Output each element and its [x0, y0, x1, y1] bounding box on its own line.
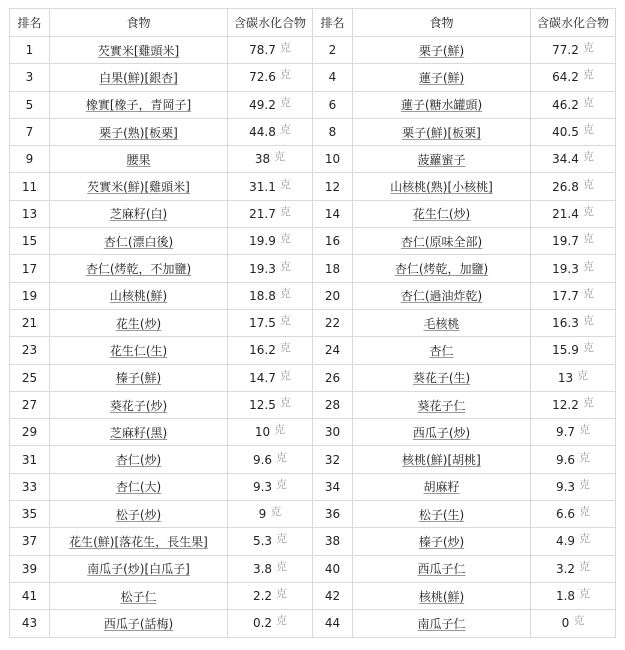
rank-cell: 5	[10, 91, 50, 118]
food-cell	[50, 146, 228, 173]
carb-cell	[531, 501, 616, 528]
carb-unit: 克	[582, 314, 594, 328]
rank-cell: 36	[313, 501, 353, 528]
carb-cell	[228, 501, 313, 528]
rank-cell: 10	[313, 146, 353, 173]
carb-cell	[531, 419, 616, 446]
food-link[interactable]: 花生(炒)	[115, 316, 162, 331]
header-food: 食物	[353, 9, 531, 37]
food-link[interactable]: 松子(生)	[418, 507, 465, 522]
carb-unit: 克	[582, 341, 594, 355]
rank-cell: 44	[313, 610, 353, 637]
carb-unit: 克	[582, 396, 594, 409]
rank-cell: 8	[313, 118, 353, 145]
food-cell	[353, 146, 531, 173]
rank-cell: 27	[10, 391, 50, 418]
carb-cell	[531, 528, 616, 555]
rank-cell: 38	[313, 528, 353, 555]
carb-cell	[531, 473, 616, 500]
carb-value: 49.2	[249, 97, 276, 112]
table-row	[10, 228, 616, 255]
rank-cell: 25	[10, 364, 50, 391]
rank-cell: 19	[10, 282, 50, 309]
food-cell	[50, 282, 228, 309]
food-link[interactable]: 栗子(鮮)	[418, 43, 465, 58]
rank-cell: 2	[313, 37, 353, 64]
carb-cell	[531, 37, 616, 64]
food-link[interactable]: 山核桃(熟)[小核桃]	[390, 180, 493, 195]
carb-value: 16.3	[552, 316, 579, 331]
rank-cell: 7	[10, 118, 50, 145]
carb-unit: 克	[582, 204, 594, 218]
food-cell	[50, 228, 228, 255]
food-link[interactable]: 花生仁(生)	[109, 343, 168, 358]
carb-unit: 克	[582, 150, 594, 164]
food-link[interactable]: 西瓜子(炒)	[412, 425, 471, 440]
carb-cell	[531, 228, 616, 255]
food-cell	[353, 91, 531, 118]
carb-cell	[531, 364, 616, 391]
food-cell	[353, 228, 531, 255]
food-cell	[50, 555, 228, 582]
food-cell	[50, 173, 228, 200]
carb-value: 12.2	[552, 398, 579, 412]
carb-value: 6.6	[555, 507, 576, 522]
rank-cell: 1	[10, 37, 50, 64]
carb-value: 17.7	[552, 288, 579, 303]
food-link[interactable]: 核桃(鮮)	[418, 589, 465, 604]
food-cell	[50, 610, 228, 637]
carb-value: 19.9	[249, 234, 276, 249]
rank-cell: 33	[10, 473, 50, 500]
carb-unit: 克	[582, 41, 594, 55]
food-link[interactable]: 西瓜子(話梅)	[103, 616, 174, 631]
carb-value: 5.3	[252, 534, 273, 549]
carb-unit: 克	[579, 423, 591, 437]
carb-unit: 克	[274, 423, 286, 437]
carb-unit: 克	[274, 150, 286, 164]
food-cell	[353, 446, 531, 473]
food-link[interactable]: 杏仁	[429, 343, 454, 358]
food-link[interactable]: 榛子(炒)	[418, 534, 465, 549]
carb-value: 46.2	[552, 97, 579, 112]
table-row	[10, 146, 616, 173]
carb-unit: 克	[276, 614, 288, 628]
carb-value: 3.2	[555, 561, 576, 576]
carb-unit: 克	[577, 368, 589, 382]
food-cell	[353, 37, 531, 64]
table-row	[10, 528, 616, 555]
food-link[interactable]: 腰果	[126, 152, 151, 167]
carb-value: 0.2	[252, 616, 273, 631]
carb-cell	[228, 610, 313, 637]
carb-cell	[531, 118, 616, 145]
carb-unit: 克	[279, 314, 291, 328]
carb-value: 12.5	[249, 398, 276, 412]
carb-value: 9.7	[555, 425, 576, 440]
carb-value: 9.3	[252, 479, 273, 494]
food-cell	[50, 64, 228, 91]
carb-value: 1.8	[555, 589, 576, 604]
rank-cell: 26	[313, 364, 353, 391]
carb-cell	[531, 200, 616, 227]
table-row	[10, 91, 616, 118]
carb-cell	[531, 391, 616, 418]
carb-cell	[531, 64, 616, 91]
carb-value: 77.2	[552, 43, 579, 58]
carb-cell	[228, 91, 313, 118]
carb-cell	[531, 337, 616, 364]
carb-unit: 克	[276, 450, 288, 464]
carb-cell	[228, 446, 313, 473]
carb-value: 40.5	[552, 125, 579, 140]
table-row	[10, 446, 616, 473]
carb-unit: 克	[582, 177, 594, 191]
carb-unit: 克	[279, 368, 291, 382]
carb-cell	[228, 64, 313, 91]
food-cell	[353, 391, 531, 418]
rank-cell: 29	[10, 419, 50, 446]
header-row	[10, 9, 616, 37]
carb-value: 9	[258, 507, 267, 522]
carb-cell	[531, 146, 616, 173]
table-row	[10, 555, 616, 582]
table-row	[10, 419, 616, 446]
carb-cell	[228, 282, 313, 309]
carb-value: 10	[254, 425, 271, 440]
rank-cell: 21	[10, 309, 50, 336]
food-link[interactable]: 白果(鮮)[銀杏]	[99, 70, 178, 85]
carb-value: 21.7	[249, 206, 276, 221]
food-cell	[50, 419, 228, 446]
carb-cell	[228, 528, 313, 555]
carb-unit: 克	[279, 396, 291, 409]
carb-cell	[228, 173, 313, 200]
food-cell	[353, 309, 531, 336]
carb-unit: 克	[582, 95, 594, 109]
carb-value: 14.7	[249, 370, 276, 385]
food-link[interactable]: 杏仁(原味全部)	[400, 234, 483, 249]
carb-value: 2.2	[252, 589, 273, 604]
food-link[interactable]: 松子(炒)	[115, 507, 162, 522]
carb-cell	[531, 582, 616, 609]
food-cell	[353, 118, 531, 145]
food-cell	[50, 582, 228, 609]
rank-cell: 12	[313, 173, 353, 200]
carb-cell	[228, 337, 313, 364]
food-cell	[353, 582, 531, 609]
food-link[interactable]: 橡實[橡子，青岡子]	[85, 98, 192, 113]
rank-cell: 41	[10, 582, 50, 609]
carb-cell	[228, 118, 313, 145]
table-row	[10, 391, 616, 418]
food-cell	[50, 309, 228, 336]
food-cell	[353, 173, 531, 200]
rank-cell: 20	[313, 282, 353, 309]
carb-value: 4.9	[555, 534, 576, 549]
carb-value: 19.7	[552, 234, 579, 249]
carb-unit: 克	[279, 177, 291, 191]
carb-value: 26.8	[552, 179, 579, 194]
food-cell	[353, 255, 531, 282]
rank-cell: 32	[313, 446, 353, 473]
food-link[interactable]: 芝麻籽(黑)	[109, 425, 168, 440]
food-link[interactable]: 核桃(鮮)[胡桃]	[402, 453, 481, 468]
carb-cell	[531, 255, 616, 282]
food-link[interactable]: 花生(鮮)[落花生，長生果]	[69, 534, 208, 549]
rank-cell: 31	[10, 446, 50, 473]
rank-cell: 17	[10, 255, 50, 282]
food-cell	[50, 255, 228, 282]
carb-unit: 克	[579, 450, 591, 464]
carb-unit: 克	[279, 68, 291, 82]
carb-unit: 克	[579, 587, 591, 601]
food-cell	[50, 473, 228, 500]
header-carb: 含碳水化合物	[531, 9, 616, 37]
rank-cell: 37	[10, 528, 50, 555]
table-row	[10, 364, 616, 391]
food-link[interactable]: 葵花子(炒)	[109, 398, 168, 413]
rank-cell: 16	[313, 228, 353, 255]
food-link[interactable]: 芝麻籽(白)	[109, 207, 168, 222]
food-cell	[353, 501, 531, 528]
food-cell	[353, 64, 531, 91]
food-cell	[50, 501, 228, 528]
food-link[interactable]: 芡實米(鮮)[雞頭米]	[87, 180, 190, 195]
carb-value: 31.1	[249, 179, 276, 194]
food-cell	[50, 118, 228, 145]
food-link[interactable]: 杏仁(炒)	[115, 453, 162, 468]
table-row	[10, 64, 616, 91]
carb-value: 0	[561, 616, 570, 631]
rank-cell: 30	[313, 419, 353, 446]
carb-unit: 克	[279, 95, 291, 109]
food-link[interactable]: 花生仁(炒)	[412, 207, 471, 222]
carb-value: 13	[557, 370, 574, 385]
food-cell	[50, 528, 228, 555]
carb-cell	[228, 228, 313, 255]
rank-cell: 9	[10, 146, 50, 173]
table-row	[10, 173, 616, 200]
rank-cell: 28	[313, 391, 353, 418]
carb-unit: 克	[270, 505, 282, 519]
carb-value: 9.6	[555, 452, 576, 467]
carb-unit: 克	[573, 614, 585, 628]
rank-cell: 24	[313, 337, 353, 364]
header-rank: 排名	[313, 9, 353, 37]
carb-unit: 克	[279, 341, 291, 355]
carb-unit: 克	[279, 123, 291, 137]
food-link[interactable]: 葵花子仁	[417, 398, 466, 413]
food-link[interactable]: 西瓜子仁	[417, 562, 466, 577]
header-carb: 含碳水化合物	[228, 9, 313, 37]
carb-unit: 克	[579, 505, 591, 519]
carb-unit: 克	[276, 477, 288, 491]
food-cell	[50, 337, 228, 364]
food-cell	[50, 446, 228, 473]
carb-value: 3.8	[252, 561, 273, 576]
carb-value: 19.3	[552, 261, 579, 276]
carb-value: 17.5	[249, 316, 276, 331]
table-row	[10, 255, 616, 282]
carb-unit: 克	[279, 232, 291, 246]
carb-unit: 克	[276, 532, 288, 546]
food-cell	[353, 610, 531, 637]
food-cell	[50, 37, 228, 64]
carb-cell	[531, 173, 616, 200]
food-link[interactable]: 葵花子(生)	[412, 371, 471, 386]
table-row	[10, 309, 616, 336]
carb-unit: 克	[276, 587, 288, 601]
food-link[interactable]: 杏仁(過油炸乾)	[400, 289, 483, 304]
carb-cell	[531, 610, 616, 637]
nut-carbohydrate-ranking-table	[9, 8, 616, 638]
food-cell	[50, 364, 228, 391]
rank-cell: 39	[10, 555, 50, 582]
carb-value: 34.4	[552, 152, 579, 167]
food-link[interactable]: 杏仁(烤乾，不加鹽)	[85, 262, 192, 277]
carb-cell	[228, 364, 313, 391]
rank-cell: 3	[10, 64, 50, 91]
table-row	[10, 337, 616, 364]
food-link[interactable]: 蓮子(糖水罐頭)	[400, 98, 483, 113]
table-row	[10, 282, 616, 309]
table-row	[10, 200, 616, 227]
food-link[interactable]: 菠蘿蜜子	[417, 152, 466, 167]
food-cell	[353, 555, 531, 582]
food-cell	[353, 528, 531, 555]
carb-unit: 克	[579, 477, 591, 491]
carb-cell	[531, 91, 616, 118]
carb-unit: 克	[579, 559, 591, 573]
table-row	[10, 610, 616, 637]
food-cell	[353, 419, 531, 446]
carb-unit: 克	[279, 259, 291, 273]
rank-cell: 11	[10, 173, 50, 200]
food-link[interactable]: 山核桃(鮮)	[109, 289, 168, 304]
carb-cell	[228, 37, 313, 64]
rank-cell: 6	[313, 91, 353, 118]
carb-value: 44.8	[249, 125, 276, 140]
carb-unit: 克	[582, 286, 594, 300]
carb-value: 16.2	[249, 343, 276, 358]
rank-cell: 13	[10, 200, 50, 227]
carb-value: 21.4	[552, 206, 579, 221]
carb-value: 9.6	[252, 452, 273, 467]
carb-value: 19.3	[249, 261, 276, 276]
carb-cell	[531, 446, 616, 473]
food-cell	[50, 200, 228, 227]
carb-cell	[531, 282, 616, 309]
carb-value: 38	[254, 152, 271, 167]
carb-unit: 克	[279, 41, 291, 55]
food-cell	[353, 282, 531, 309]
food-link[interactable]: 蓮子(鮮)	[418, 70, 465, 85]
rank-cell: 15	[10, 228, 50, 255]
food-link[interactable]: 芡實米[雞頭米]	[97, 43, 180, 58]
rank-cell: 42	[313, 582, 353, 609]
table-row	[10, 118, 616, 145]
food-cell	[353, 337, 531, 364]
carb-cell	[228, 309, 313, 336]
food-link[interactable]: 栗子(熟)[板栗]	[99, 125, 178, 140]
rank-cell: 43	[10, 610, 50, 637]
carb-unit: 克	[582, 259, 594, 273]
carb-value: 78.7	[249, 43, 276, 58]
food-link[interactable]: 南瓜子(炒)[白瓜子]	[87, 562, 190, 577]
food-cell	[50, 91, 228, 118]
carb-cell	[228, 582, 313, 609]
carb-value: 18.8	[249, 288, 276, 303]
rank-cell: 40	[313, 555, 353, 582]
food-link[interactable]: 南瓜子仁	[417, 616, 466, 631]
carb-value: 15.9	[552, 343, 579, 358]
food-link[interactable]: 榛子(鮮)	[115, 371, 162, 386]
table-row	[10, 501, 616, 528]
food-link[interactable]: 松子仁	[120, 589, 157, 604]
table-body	[10, 37, 616, 638]
header-food: 食物	[50, 9, 228, 37]
food-link[interactable]: 杏仁(大)	[115, 480, 162, 495]
food-link[interactable]: 毛核桃	[423, 316, 460, 331]
food-cell	[353, 364, 531, 391]
rank-cell: 35	[10, 501, 50, 528]
food-cell	[353, 200, 531, 227]
food-link[interactable]: 杏仁(漂白後)	[103, 234, 174, 249]
carb-cell	[228, 200, 313, 227]
carb-unit: 克	[582, 68, 594, 82]
carb-unit: 克	[582, 232, 594, 246]
rank-cell: 14	[313, 200, 353, 227]
carb-cell	[228, 473, 313, 500]
rank-cell: 22	[313, 309, 353, 336]
rank-cell: 23	[10, 337, 50, 364]
carb-cell	[228, 255, 313, 282]
carb-value: 9.3	[555, 479, 576, 494]
carb-value: 72.6	[249, 70, 276, 85]
rank-cell: 34	[313, 473, 353, 500]
carb-unit: 克	[279, 204, 291, 218]
table-row	[10, 37, 616, 64]
rank-cell: 18	[313, 255, 353, 282]
food-link[interactable]: 胡麻籽	[423, 480, 460, 495]
carb-cell	[228, 146, 313, 173]
food-cell	[50, 391, 228, 418]
carb-cell	[228, 391, 313, 418]
carb-cell	[531, 309, 616, 336]
carb-cell	[228, 555, 313, 582]
food-link[interactable]: 栗子(鮮)[板栗]	[402, 125, 481, 140]
table-row	[10, 582, 616, 609]
carb-unit: 克	[276, 559, 288, 573]
rank-cell: 4	[313, 64, 353, 91]
food-link[interactable]: 杏仁(烤乾，加鹽)	[394, 262, 489, 277]
carb-unit: 克	[579, 532, 591, 546]
food-cell	[353, 473, 531, 500]
carb-unit: 克	[582, 123, 594, 137]
carb-unit: 克	[279, 286, 291, 300]
carb-cell	[531, 555, 616, 582]
table-row	[10, 473, 616, 500]
carb-value: 64.2	[552, 70, 579, 85]
carb-cell	[228, 419, 313, 446]
header-rank: 排名	[10, 9, 50, 37]
